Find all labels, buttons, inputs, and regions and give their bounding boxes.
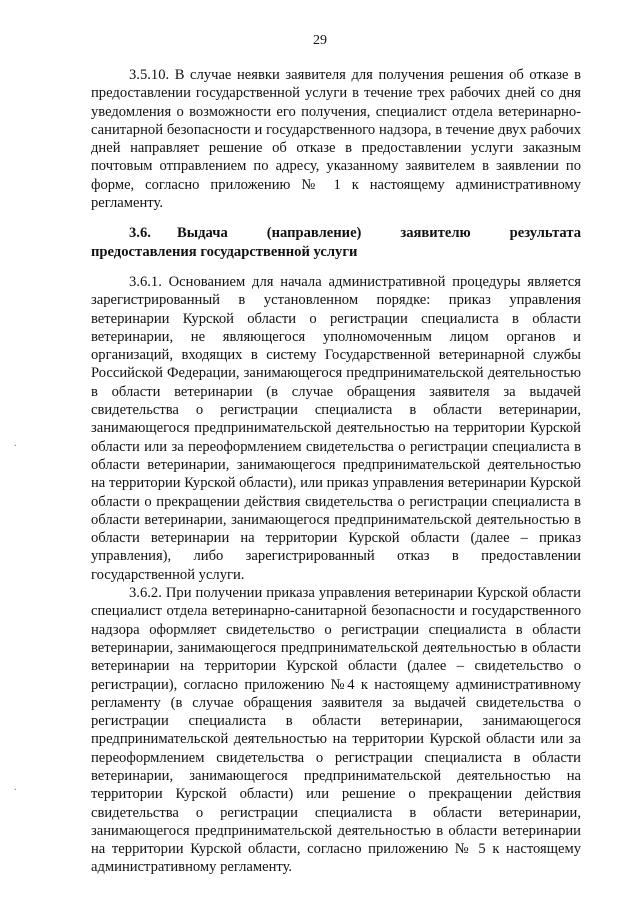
paragraph-3-5-10: 3.5.10. В случае неявки заявителя для получения решения об отказе в предоставлении государственной услуги в течение трех рабочих дней со дня уведомления о возможности его получения, специалист отдела ветеринарно-санитарной безопасности и государственного надзора, в течение двух рабочих дней направляет решение об отказе в предоставлении услуги заказным почтовым отправлением по адресу, указанному заявителем в заявлении по форме, согласно приложению № 1 к настоящему административному регламенту. (91, 67, 581, 212)
page-number: 29 (313, 33, 327, 48)
section-heading-3-6 (91, 224, 581, 261)
document-body (91, 66, 581, 877)
paragraph-3-6-2: 3.6.2. При получении приказа управления ветеринарии Курской области специалист отдела ветеринарно-санитарной безопасности и государственного надзора оформляет свидетельство о регистрации специалиста в области ветеринарии, занимающегося предпринимательской деятельностью в области ветеринарии на территории Курской области (далее – свидетельство о регистрации), согласно приложению №4 к настоящему административному регламенту (в случае обращения заявителя за выдачей свидетельства о регистрации специалиста в области ветеринарии, занимающегося предпринимательской деятельностью на территории Курской области или за переоформлением свидетельства о регистрации специалиста в области ветеринарии, занимающегося предпринимательской деятельностью на территории Курской области) или решение о прекращении действия свидетельства о регистрации специалиста в области ветеринарии, занимающегося предпринимательской деятельностью в области ветеринарии на территории Курской области, согласно приложению № 5 к настоящему административному регламенту. (91, 585, 581, 876)
margin-speck: . (14, 782, 17, 793)
margin-speck: . (14, 438, 17, 449)
paragraph-3-6-1: 3.6.1. Основанием для начала административной процедуры является зарегистрированный в установленном порядке: приказ управления ветеринарии Курской области о регистрации специалиста в области ветеринарии, не являющегося уполномоченным лицом органов и организаций, входящих в систему Государственной ветеринарной службы Российской Федерации, занимающегося предпринимательской деятельностью в области ветеринарии (в случае обращения заявителя за выдачей свидетельства о регистрации специалиста в области ветеринарии, занимающегося предпринимательской деятельностью на территории Курской области или за переоформлением свидетельства о регистрации специалиста в области ветеринарии, занимающегося предпринимательской деятельностью на территории Курской области), или приказ управления ветеринарии Курской области о прекращении действия свидетельства о регистрации специалиста в области ветеринарии, занимающегося предпринимательской деятельностью в области ветеринарии на территории Курской области (далее – приказ управления), либо зарегистрированный отказ в предоставлении государственной услуги. (91, 273, 581, 583)
section-number: 3.6. (129, 225, 151, 242)
section-title: Выдача (направление) заявителю результата предоставления государственной услуги (91, 225, 581, 260)
